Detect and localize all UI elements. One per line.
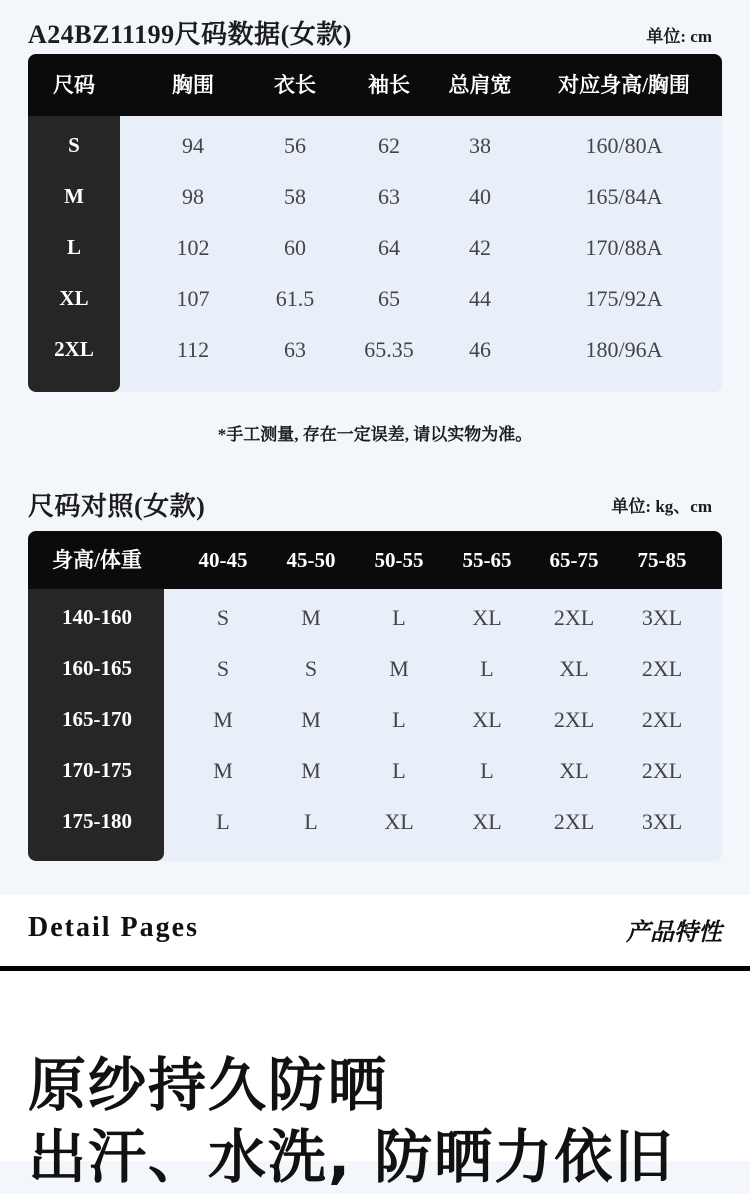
size-value: 61.5 — [275, 286, 315, 311]
size-value: L — [304, 809, 318, 834]
header-cell: 对应身高/胸围 — [558, 73, 690, 97]
divider — [0, 966, 750, 971]
size-label: XL — [59, 286, 89, 310]
size-chart-table — [28, 54, 722, 392]
size-value: 40 — [469, 184, 491, 209]
header-cell: 尺码 — [53, 73, 95, 97]
size-value: 60 — [284, 235, 306, 260]
size-value: L — [392, 605, 406, 630]
size-value: 62 — [378, 133, 400, 158]
size-ref-table — [28, 531, 722, 861]
size-value: 102 — [176, 235, 210, 260]
size-label: L — [66, 235, 81, 259]
measure-note: *手工测量, 存在一定误差, 请以实物为准。 — [217, 425, 533, 444]
size-value: 65 — [378, 286, 400, 311]
size-value: XL — [472, 605, 502, 630]
size-ref-header — [28, 531, 722, 589]
size-value: 3XL — [641, 605, 683, 630]
feature-subline: 出汗、水洗, 防晒力依旧 — [28, 1123, 675, 1191]
header-cell: 50-55 — [374, 548, 424, 572]
size-value: 2XL — [553, 809, 595, 834]
size-chart-header — [28, 54, 722, 116]
height-label: 165-170 — [62, 707, 132, 731]
size-value: 64 — [378, 235, 400, 260]
size-value: L — [480, 758, 494, 783]
size-value: S — [216, 605, 230, 630]
size-value: 46 — [469, 337, 491, 362]
header-cell: 75-85 — [637, 548, 687, 572]
size-value: 63 — [378, 184, 400, 209]
height-label: 140-160 — [62, 605, 132, 629]
size-value: M — [301, 707, 321, 732]
size-value: 63 — [284, 337, 306, 362]
size-value: M — [213, 707, 233, 732]
size-ref-title: 尺码对照(女款) — [28, 492, 206, 521]
size-value: XL — [559, 758, 589, 783]
size-chart-unit: 单位: cm — [646, 27, 712, 46]
size-value: M — [301, 758, 321, 783]
feature-headline: 原纱持久防晒 — [28, 1051, 389, 1119]
size-label: S — [68, 133, 80, 157]
size-value: 160/80A — [585, 133, 663, 158]
size-value: 165/84A — [585, 184, 663, 209]
size-value: L — [392, 707, 406, 732]
size-value: 2XL — [553, 605, 595, 630]
size-value: L — [392, 758, 406, 783]
size-ref-unit: 单位: kg、cm — [611, 497, 712, 516]
size-value: M — [301, 605, 321, 630]
size-value: M — [389, 656, 409, 681]
size-value: XL — [384, 809, 414, 834]
size-value: 107 — [176, 286, 210, 311]
detail-logo: Detail Pages — [28, 912, 199, 943]
size-value: 65.35 — [364, 337, 414, 362]
size-value: L — [480, 656, 494, 681]
header-cell: 65-75 — [549, 548, 599, 572]
size-value: 2XL — [553, 707, 595, 732]
size-value: S — [304, 656, 318, 681]
size-value: 175/92A — [585, 286, 663, 311]
detail-heading: 产品特性 — [626, 920, 722, 946]
size-value: 112 — [176, 337, 210, 362]
size-value: XL — [559, 656, 589, 681]
header-cell: 45-50 — [286, 548, 336, 572]
height-label: 160-165 — [62, 656, 132, 680]
size-value: 180/96A — [585, 337, 663, 362]
size-value: M — [213, 758, 233, 783]
header-cell: 衣长 — [274, 73, 316, 97]
size-value: 56 — [284, 133, 306, 158]
size-value: 2XL — [641, 656, 683, 681]
size-value: 38 — [469, 133, 491, 158]
size-value: XL — [472, 809, 502, 834]
header-cell: 55-65 — [462, 548, 512, 572]
size-label: M — [64, 184, 84, 208]
header-cell: 身高/体重 — [52, 548, 142, 572]
size-value: 42 — [469, 235, 491, 260]
size-value: 94 — [182, 133, 204, 158]
size-value: 3XL — [641, 809, 683, 834]
size-value: L — [216, 809, 230, 834]
size-value: 170/88A — [585, 235, 663, 260]
header-cell: 袖长 — [368, 73, 410, 97]
size-label: 2XL — [54, 337, 94, 361]
size-value: 2XL — [641, 758, 683, 783]
size-value: 98 — [182, 184, 204, 209]
size-chart-title: A24BZ11199尺码数据(女款) — [28, 20, 352, 49]
size-value: 58 — [284, 184, 306, 209]
size-value: S — [216, 656, 230, 681]
height-label: 170-175 — [62, 758, 132, 782]
size-value: 44 — [469, 286, 491, 311]
size-value: XL — [472, 707, 502, 732]
header-cell: 胸围 — [172, 73, 214, 97]
height-label: 175-180 — [62, 809, 132, 833]
header-cell: 总肩宽 — [448, 73, 512, 97]
size-value: 2XL — [641, 707, 683, 732]
header-cell: 40-45 — [198, 548, 248, 572]
